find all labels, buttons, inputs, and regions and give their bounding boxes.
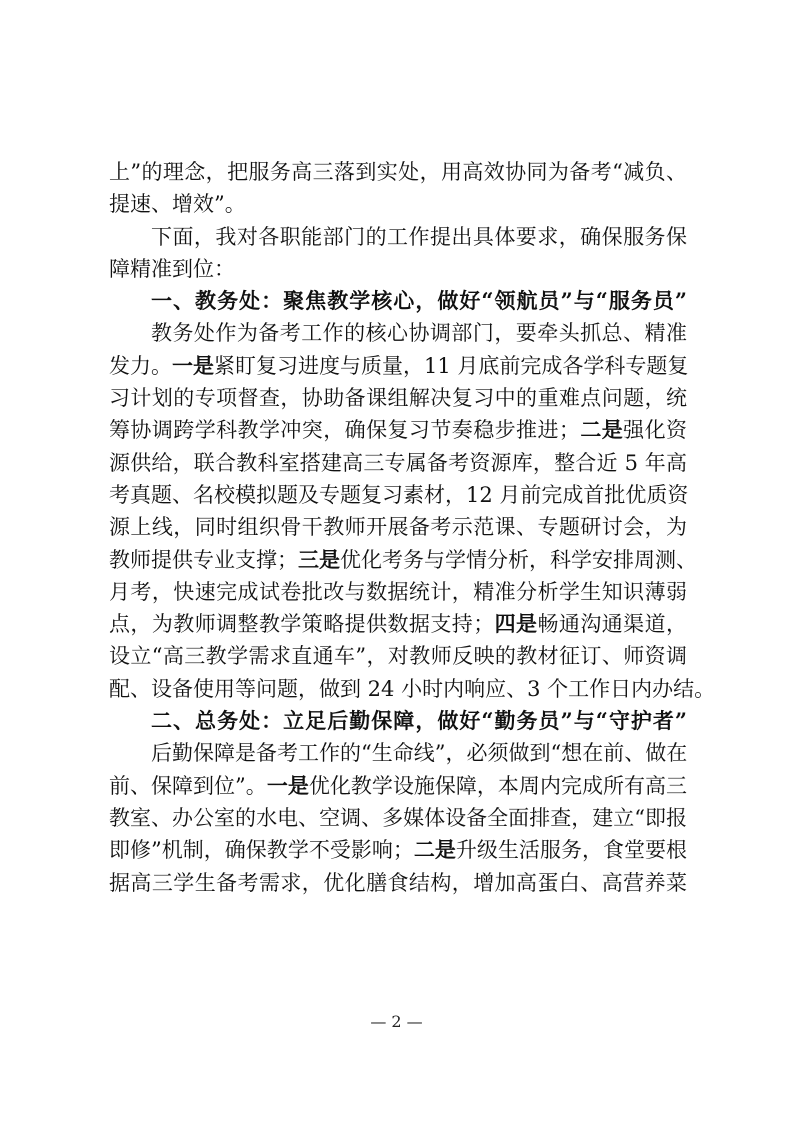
text-line: 考真题、名校模拟题及专题复习素材，12 月前完成首批优质资 bbox=[109, 482, 689, 507]
section-heading-jiaowu: 一、教务处：聚焦教学核心，做好“领航员”与“服务员” bbox=[151, 288, 687, 314]
paragraph-start-line: 后勤保障是备考工作的“生命线”，必须做到“想在前、做在 bbox=[151, 741, 688, 766]
text-line: 前、保障到位”。一是优化教学设施保障，本周内完成所有高三 bbox=[109, 772, 687, 798]
text-line: 教师提供专业支撑；三是优化考务与学情分析，科学安排周测、 bbox=[109, 546, 697, 572]
paragraph-start-line: 教务处作为备考工作的核心协调部门，要牵头抓总、精准 bbox=[151, 321, 687, 346]
text-line: 配、设备使用等问题，做到 24 小时内响应、3 个工作日内办结。 bbox=[109, 676, 716, 701]
text-line: 障精准到位： bbox=[109, 256, 235, 281]
section-heading-zongwu: 二、总务处：立足后勤保障，做好“勤务员”与“守护者” bbox=[151, 708, 687, 734]
text-line: 发力。一是紧盯复习进度与质量，11 月底前完成各学科专题复 bbox=[109, 352, 689, 378]
text-line: 源上线，同时组织骨干教师开展备考示范课、专题研讨会，为 bbox=[109, 515, 687, 540]
text-line: 设立“高三教学需求直通车”，对教师反映的教材征订、师资调 bbox=[109, 644, 687, 669]
text-line: 筹协调跨学科教学冲突，确保复习节奏稳步推进；二是强化资 bbox=[109, 417, 688, 443]
paragraph-start-line: 下面，我对各职能部门的工作提出具体要求，确保服务保 bbox=[151, 224, 687, 249]
page-number: — 2 — bbox=[370, 1012, 423, 1031]
text-line: 上”的理念，把服务高三落到实处，用高效协同为备考“减负、 bbox=[109, 160, 687, 184]
text-line: 教室、办公室的水电、空调、多媒体设备全面排查，建立“即报 bbox=[109, 805, 687, 830]
text-line: 点，为教师调整教学策略提供数据支持；四是畅通沟通渠道， bbox=[109, 611, 688, 637]
text-line: 月考，快速完成试卷批改与数据统计，精准分析学生知识薄弱 bbox=[109, 579, 687, 604]
document-body bbox=[109, 156, 716, 899]
text-line: 源供给，联合教科室搭建高三专属备考资源库，整合近 5 年高 bbox=[109, 450, 687, 475]
text-line: 据高三学生备考需求，优化膳食结构，增加高蛋白、高营养菜 bbox=[109, 870, 687, 895]
text-line: 提速、增效”。 bbox=[109, 192, 246, 217]
text-line: 习计划的专项督查，协助备课组解决复习中的重难点问题，统 bbox=[109, 386, 687, 411]
text-line: 即修”机制，确保教学不受影响；二是升级生活服务，食堂要根 bbox=[109, 837, 687, 863]
